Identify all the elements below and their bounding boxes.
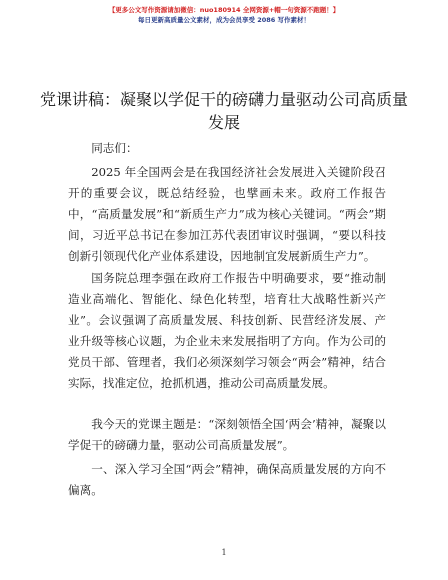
promo-line-1: 【更多公文写作资源请加微信：nuo180914 全网资源+帽一句资源不跑题！】 [108, 6, 340, 14]
page-number: 1 [221, 548, 227, 557]
paragraph-3: 我今天的党课主题是：“深刻领悟全国‘两会’精神，凝聚以学促干的磅礴力量，驱动公司高质量发展”。 [68, 417, 386, 452]
section-heading: 一、深入学习全国“两会”精神，确保高质量发展的方向不偏离。 [68, 462, 386, 497]
document-title: 党课讲稿：凝聚以学促干的磅礴力量驱动公司高质量发展 [40, 90, 409, 132]
greeting: 同志们： [91, 141, 138, 155]
promo-line-2: 每日更新高质量公文素材，成为会员享受 2086 写作素材！ [137, 16, 311, 24]
promo-banner [0, 5, 448, 25]
paragraph-1: 2025 年全国两会是在我国经济社会发展进入关键阶段召开的重要会议，既总结经验，也擘画未来。政府工作报告中，“高质量发展”和“新质生产力”成为核心关键词。“两会”期间，习近平总书记在参加江苏代表团审议时强调，“要以科技创新引领现代化产业体系建设，因地制宜发展新质生产力”。 [68, 165, 386, 263]
paragraph-2: 国务院总理李强在政府工作报告中明确要求，要“推动制造业高端化、智能化、绿色化转型，培育壮大战略性新兴产业”。会议强调了高质量发展、科技创新、民营经济发展、产业升级等核心议题，为企业未来发展指明了方向。作为公司的党员干部、管理者，我们必须深刻学习领会“两会”精神，结合实际，找准定位，抢抓机遇，推动公司高质量发展。 [68, 271, 386, 390]
